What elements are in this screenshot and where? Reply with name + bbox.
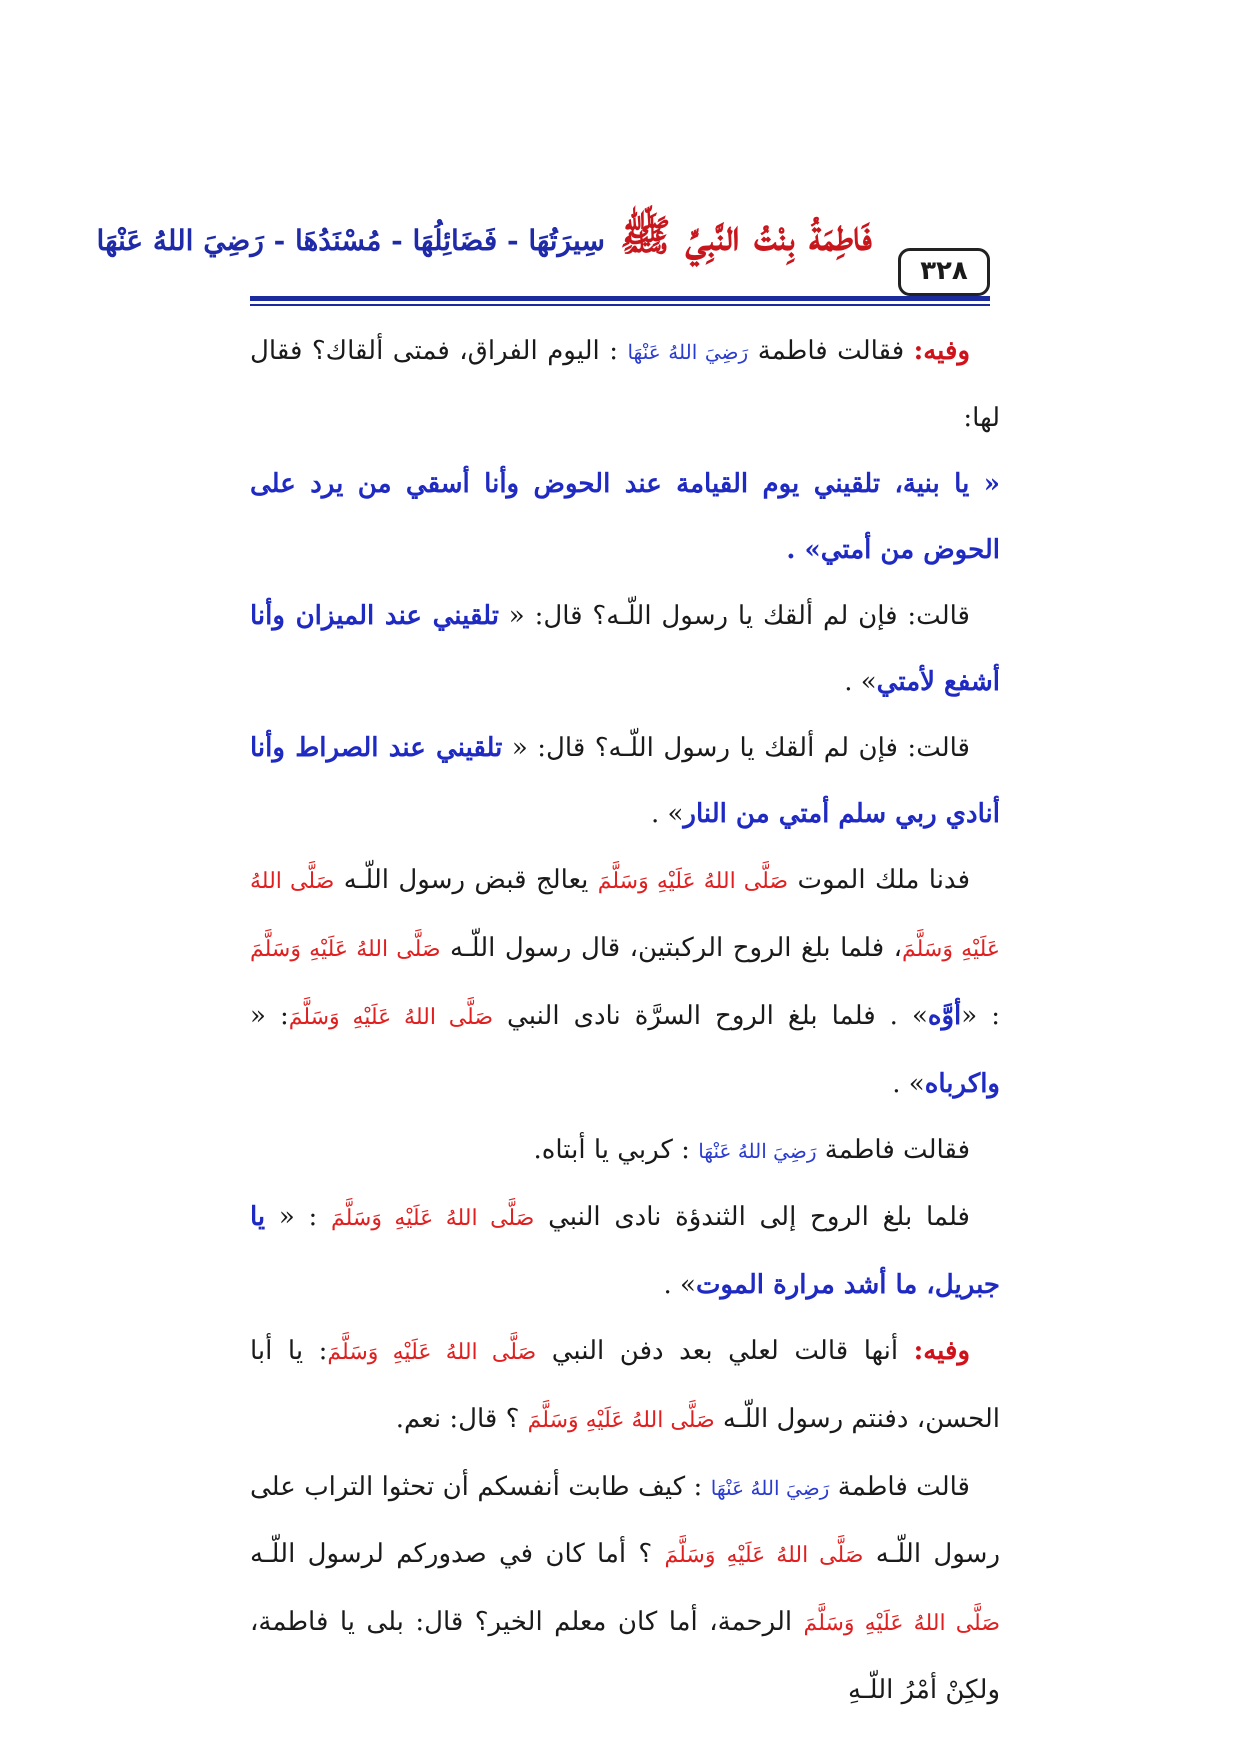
honorific-prophet: صَلَّى اللهُ عَلَيْهِ وَسَلَّمَ <box>597 869 789 894</box>
hadith-quote: أوَّه <box>927 1001 962 1031</box>
text-run: قالت: فإن لم ألقك يا رسول اللّـه؟ قال: « <box>498 601 970 631</box>
text-run: » . فلما بلغ الروح السرَّة نادى النبي <box>493 1001 928 1031</box>
text-run: قالت: فإن لم ألقك يا رسول اللّـه؟ قال: « <box>502 733 970 763</box>
paragraph-1 <box>250 318 1000 451</box>
text-run: قالت فاطمة <box>829 1472 970 1502</box>
hadith-quote: تلقيني عند الميزان وأنا أشفع لأمتي <box>250 601 1000 697</box>
text-run: فقالت فاطمة <box>748 336 914 366</box>
hadith-quote: يا جبريل، ما أشد مرارة الموت <box>250 1202 1000 1300</box>
text-run: : كربي يا أبتاه. <box>533 1135 699 1165</box>
honorific-prophet: صَلَّى اللهُ عَلَيْهِ وَسَلَّمَ <box>327 1340 537 1365</box>
text-run: ، فلما بلغ الروح الركبتين، قال رسول اللّـه <box>440 933 902 963</box>
text-run: : كيف طابت أنفسكم أن تحثوا التراب على رسول اللّـه <box>250 1472 1000 1569</box>
paragraph-label: وفيه: <box>913 336 971 366</box>
text-run: فقالت فاطمة <box>816 1135 970 1165</box>
honorific-prophet: صَلَّى اللهُ عَلَيْهِ وَسَلَّمَ <box>288 1005 494 1030</box>
text-run: » . <box>844 667 877 697</box>
text-run: ؟ أما كان في صدوركم لرسول اللّـه <box>250 1539 665 1569</box>
hadith-quote: واكرباه <box>924 1069 1000 1099</box>
honorific-prophet: صَلَّى اللهُ عَلَيْهِ وَسَلَّمَ <box>250 869 1000 962</box>
paragraph-6 <box>250 1117 1000 1184</box>
text-run: » . <box>892 1069 925 1099</box>
header-rule-thick <box>250 296 990 301</box>
text-run: الرحمة، أما كان معلم الخير؟ قال: بلى يا فاطمة، ولكِنْ أمْرُ اللّـهِ <box>250 1607 1000 1705</box>
text-run: يعالج قبض رسول اللّـه <box>334 865 598 895</box>
text-run: : « <box>961 1001 1000 1031</box>
honorific-prophet: صَلَّى اللهُ عَلَيْهِ وَسَلَّمَ <box>664 1543 864 1568</box>
text-run: » . <box>650 799 684 829</box>
text-run: ؟ قال: نعم. <box>395 1404 528 1434</box>
hadith-quote: تلقيني عند الصراط وأنا أنادي ربي سلم أمتي من النار <box>250 733 1000 829</box>
paragraph-label: وفيه: <box>913 1336 971 1366</box>
header-rule-thin <box>250 304 990 306</box>
running-title <box>96 210 872 271</box>
book-title: فَاطِمَةُ بِنْتُ النَّبِيِّ ﷺ <box>620 211 872 260</box>
text-run: : « <box>265 1202 331 1232</box>
paragraph-2-quote: « يا بنية، تلقيني يوم القيامة عند الحوض وأنا أسقي من يرد على الحوض من أمتي» . <box>250 469 1000 565</box>
honorific-prophet: صَلَّى اللهُ عَلَيْهِ وَسَلَّمَ <box>331 1206 535 1231</box>
text-run: : يا أبا الحسن، دفنتم رسول اللّـه <box>250 1336 1000 1434</box>
page-header <box>96 200 990 290</box>
paragraph-4 <box>250 715 1000 847</box>
honorific-fatima: رَضِيَ اللهُ عَنْهَا <box>698 1139 817 1163</box>
page-number-box <box>898 248 990 296</box>
honorific-prophet: صَلَّى اللهُ عَلَيْهِ وَسَلَّمَ <box>250 937 441 962</box>
text-run: فلما بلغ الروح إلى الثندؤة نادى النبي <box>534 1202 970 1232</box>
text-run: : اليوم الفراق، فمتى ألقاك؟ فقال لها: <box>250 336 1000 433</box>
paragraph-9 <box>250 1454 1000 1723</box>
page-number: ٣٢٨ <box>920 256 968 286</box>
paragraph-3 <box>250 583 1000 715</box>
text-run: » . <box>663 1270 696 1300</box>
text-run: : « <box>250 1001 289 1031</box>
text-run: فدنا ملك الموت <box>788 865 971 895</box>
paragraph-7 <box>250 1184 1000 1318</box>
book-subtitle: سِيرَتُهَا - فَضَائِلُهَا - مُسْنَدُهَا - رَضِيَ اللهُ عَنْهَا <box>96 224 605 257</box>
honorific-prophet: صَلَّى اللهُ عَلَيْهِ وَسَلَّمَ <box>527 1408 715 1433</box>
paragraph-8 <box>250 1318 1000 1454</box>
page-body <box>250 318 1000 1723</box>
honorific-fatima: رَضِيَ اللهُ عَنْهَا <box>627 340 749 364</box>
paragraph-5 <box>250 847 1000 1117</box>
text-run: أنها قالت لعلي بعد دفن النبي <box>536 1336 914 1366</box>
honorific-fatima: رَضِيَ اللهُ عَنْهَا <box>710 1476 830 1500</box>
honorific-prophet: صَلَّى اللهُ عَلَيْهِ وَسَلَّمَ <box>803 1611 1001 1636</box>
